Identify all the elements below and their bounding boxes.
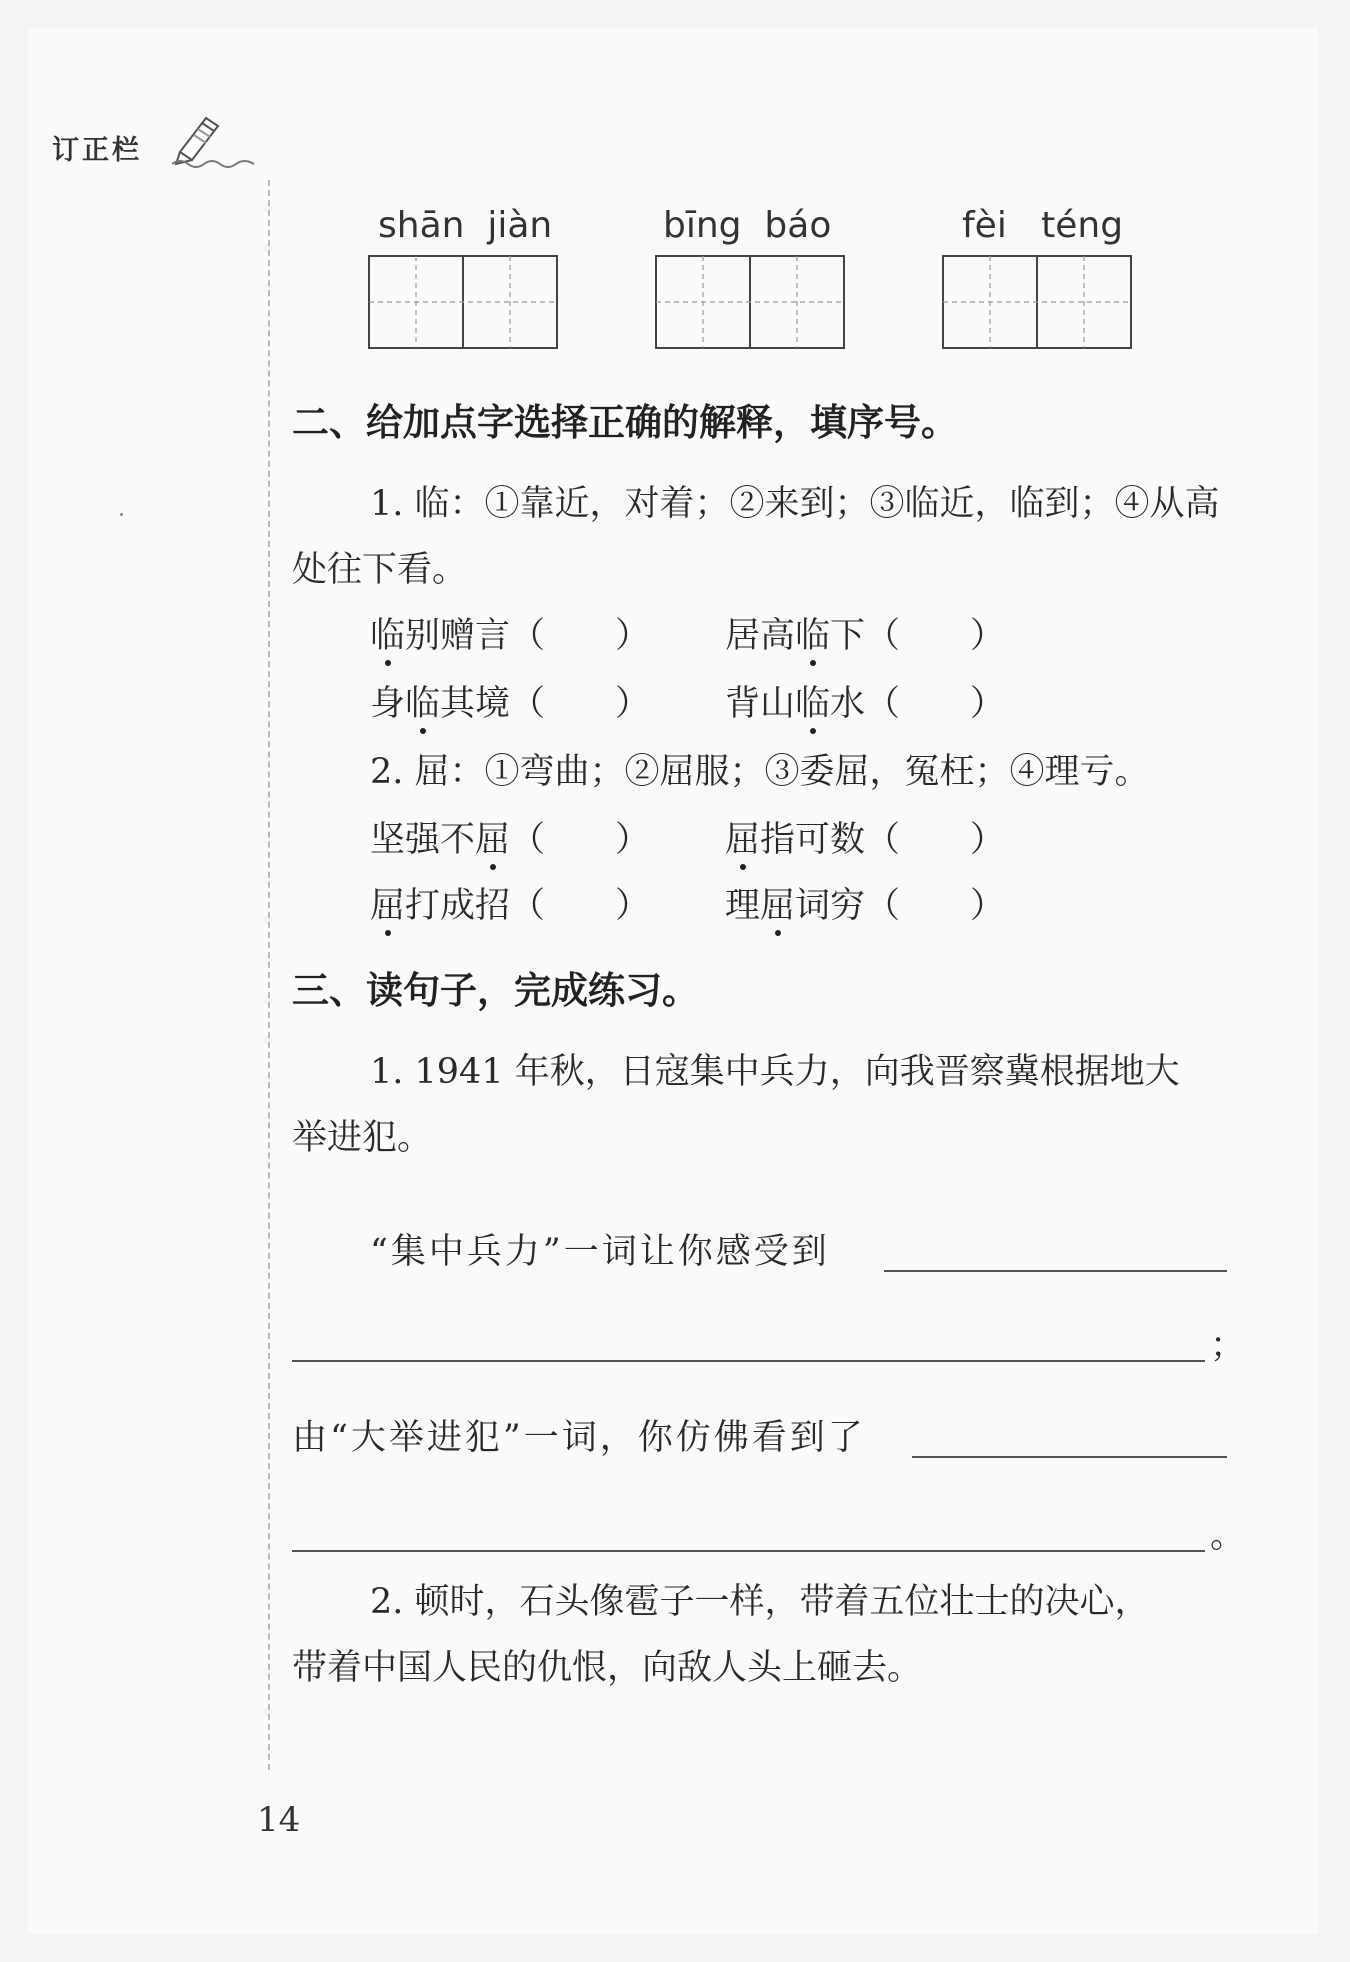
q2-item-1[interactable]: 坚强不屈（ ） (370, 820, 651, 860)
period-mark: 。 (1210, 1516, 1249, 1556)
q1-definitions-line2: 处往下看。 (292, 550, 468, 590)
speck (120, 513, 123, 516)
section2-heading: 二、给加点字选择正确的解释，填序号。 (292, 401, 958, 444)
answer-blank-4[interactable] (292, 1550, 1205, 1552)
answer-blank-3[interactable] (912, 1456, 1227, 1458)
q3-2-sentence-line1: 2. 顿时，石头像雹子一样，带着五位壮士的决心， (370, 1582, 1150, 1622)
q2-item-4[interactable]: 理屈词穷（ ） (725, 886, 1006, 926)
q3-2-sentence-line2: 带着中国人民的仇恨，向敌人头上砸去。 (292, 1648, 923, 1688)
emphasis-dot-char: 临 (795, 684, 831, 724)
pinyin-1: shān jiàn (378, 205, 553, 246)
writing-grid-1[interactable] (368, 255, 558, 353)
q3-1-sentence-line2: 举进犯。 (292, 1118, 433, 1158)
writing-grid-2[interactable] (655, 255, 845, 353)
q2-item-3[interactable]: 屈打成招（ ） (370, 886, 651, 926)
emphasis-dot-char: 临 (370, 616, 406, 656)
emphasis-dot-char: 屈 (725, 820, 761, 860)
q1-definitions-line1: 1. 临：①靠近，对着；②来到；③临近，临到；④从高 (370, 484, 1220, 524)
semicolon-mark: ； (1210, 1326, 1249, 1366)
emphasis-dot-char: 屈 (475, 820, 511, 860)
pinyin-2: bīng báo (663, 205, 832, 246)
q3-1-prompt-1: “集中兵力”一词让你感受到 (370, 1232, 830, 1272)
writing-grid-3[interactable] (942, 255, 1132, 353)
section3-heading: 三、读句子，完成练习。 (292, 969, 699, 1012)
pinyin-3: fèi téng (962, 205, 1124, 246)
q1-item-4[interactable]: 背山临水（ ） (725, 684, 1006, 724)
q3-1-sentence-line1: 1. 1941 年秋，日寇集中兵力，向我晋察冀根据地大 (370, 1052, 1180, 1092)
q3-1-prompt-2: 由“大举进犯”一词，你仿佛看到了 (292, 1418, 866, 1458)
correction-column-label: 订正栏 (52, 135, 142, 166)
pencil-icon (172, 108, 262, 172)
q1-item-2[interactable]: 居高临下（ ） (725, 616, 1006, 656)
q1-item-1[interactable]: 临别赠言（ ） (370, 616, 651, 656)
emphasis-dot-char: 屈 (760, 886, 796, 926)
answer-blank-2[interactable] (292, 1360, 1205, 1362)
answer-blank-1[interactable] (884, 1270, 1227, 1272)
q1-item-3[interactable]: 身临其境（ ） (370, 684, 651, 724)
q2-item-2[interactable]: 屈指可数（ ） (725, 820, 1006, 860)
emphasis-dot-char: 屈 (370, 886, 406, 926)
emphasis-dot-char: 临 (795, 616, 831, 656)
page-number: 14 (257, 1800, 301, 1840)
q2-definitions-line1: 2. 屈：①弯曲；②屈服；③委屈，冤枉；④理亏。 (370, 752, 1150, 792)
margin-divider (268, 180, 270, 1770)
emphasis-dot-char: 临 (405, 684, 441, 724)
